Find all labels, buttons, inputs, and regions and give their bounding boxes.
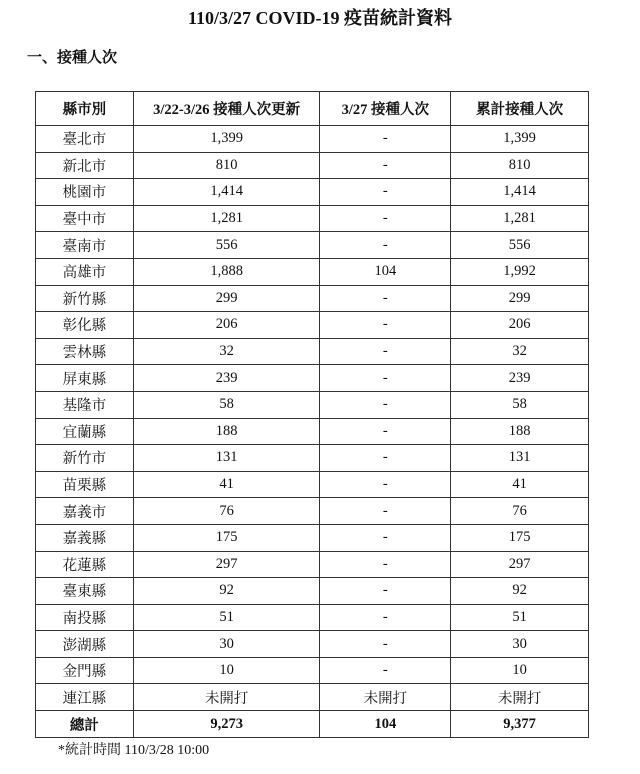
table-row — [36, 232, 589, 259]
cell-county: 臺中市 — [36, 205, 134, 232]
header-update: 3/22-3/26 接種人次更新 — [133, 92, 320, 126]
cell-today: - — [320, 205, 451, 232]
cell-county: 桃園市 — [36, 179, 134, 206]
cell-cumulative: 1,399 — [451, 126, 589, 153]
cell-today: - — [320, 338, 451, 365]
cell-cumulative: 10 — [451, 657, 589, 684]
document-title: 110/3/27 COVID-19 疫苗統計資料 — [187, 8, 452, 28]
cell-cumulative: 30 — [451, 631, 589, 658]
cell-today: - — [320, 126, 451, 153]
cell-county: 高雄市 — [36, 258, 134, 285]
table-row — [36, 498, 589, 525]
header-county: 縣市別 — [36, 92, 134, 126]
cell-cumulative: 239 — [451, 365, 589, 392]
cell-cumulative: 32 — [451, 338, 589, 365]
cell-today: - — [320, 471, 451, 498]
table-row — [36, 551, 589, 578]
vaccination-table — [35, 91, 589, 738]
cell-cumulative: 297 — [451, 551, 589, 578]
cell-update: 76 — [133, 498, 320, 525]
cell-update: 51 — [133, 604, 320, 631]
table-row — [36, 285, 589, 312]
cell-county: 臺東縣 — [36, 578, 134, 605]
cell-today: - — [320, 365, 451, 392]
table-row — [36, 418, 589, 445]
cell-cumulative: 1,992 — [451, 258, 589, 285]
cell-cumulative: 1,414 — [451, 179, 589, 206]
cell-county: 苗栗縣 — [36, 471, 134, 498]
cell-update: 未開打 — [133, 684, 320, 711]
cell-county: 花蓮縣 — [36, 551, 134, 578]
cell-cumulative: 76 — [451, 498, 589, 525]
cell-county: 雲林縣 — [36, 338, 134, 365]
cell-cumulative: 206 — [451, 312, 589, 339]
cell-update: 1,888 — [133, 258, 320, 285]
cell-update: 299 — [133, 285, 320, 312]
table-row — [36, 126, 589, 153]
cell-today: - — [320, 551, 451, 578]
table-row — [36, 152, 589, 179]
cell-cumulative: 299 — [451, 285, 589, 312]
cell-update: 188 — [133, 418, 320, 445]
cell-today: - — [320, 604, 451, 631]
table-row — [36, 338, 589, 365]
cell-county: 宜蘭縣 — [36, 418, 134, 445]
cell-update: 175 — [133, 524, 320, 551]
cell-county: 屏東縣 — [36, 365, 134, 392]
cell-today: - — [320, 152, 451, 179]
cell-today: - — [320, 285, 451, 312]
cell-update: 1,281 — [133, 205, 320, 232]
cell-today: - — [320, 418, 451, 445]
table-row — [36, 631, 589, 658]
cell-county: 臺北市 — [36, 126, 134, 153]
cell-today: - — [320, 445, 451, 472]
cell-update: 810 — [133, 152, 320, 179]
cell-county: 南投縣 — [36, 604, 134, 631]
cell-update: 1,399 — [133, 126, 320, 153]
table-row — [36, 365, 589, 392]
table-row — [36, 179, 589, 206]
cell-today: - — [320, 179, 451, 206]
section-heading: 一、接種人次 — [27, 50, 118, 66]
cell-cumulative: 188 — [451, 418, 589, 445]
cell-today: - — [320, 578, 451, 605]
cell-update: 1,414 — [133, 179, 320, 206]
header-cumulative: 累計接種人次 — [451, 92, 589, 126]
cell-update: 556 — [133, 232, 320, 259]
table-row — [36, 578, 589, 605]
cell-today: - — [320, 498, 451, 525]
cell-update: 239 — [133, 365, 320, 392]
cell-update: 10 — [133, 657, 320, 684]
cell-cumulative: 556 — [451, 232, 589, 259]
total-cumulative: 9,377 — [451, 711, 589, 738]
cell-today: - — [320, 657, 451, 684]
cell-update: 206 — [133, 312, 320, 339]
cell-county: 連江縣 — [36, 684, 134, 711]
cell-cumulative: 41 — [451, 471, 589, 498]
cell-update: 30 — [133, 631, 320, 658]
header-today: 3/27 接種人次 — [320, 92, 451, 126]
cell-county: 基隆市 — [36, 391, 134, 418]
cell-cumulative: 1,281 — [451, 205, 589, 232]
cell-county: 金門縣 — [36, 657, 134, 684]
total-today: 104 — [320, 711, 451, 738]
total-update: 9,273 — [133, 711, 320, 738]
total-county: 總計 — [36, 711, 134, 738]
table-row — [36, 205, 589, 232]
table-header-row — [36, 92, 589, 126]
cell-cumulative: 未開打 — [451, 684, 589, 711]
cell-today: 未開打 — [320, 684, 451, 711]
cell-update: 41 — [133, 471, 320, 498]
cell-cumulative: 51 — [451, 604, 589, 631]
cell-update: 297 — [133, 551, 320, 578]
table-row — [36, 657, 589, 684]
total-row — [36, 711, 589, 738]
cell-update: 131 — [133, 445, 320, 472]
cell-update: 32 — [133, 338, 320, 365]
cell-cumulative: 58 — [451, 391, 589, 418]
table-row — [36, 471, 589, 498]
cell-today: - — [320, 524, 451, 551]
cell-today: - — [320, 232, 451, 259]
cell-cumulative: 92 — [451, 578, 589, 605]
table-row — [36, 391, 589, 418]
cell-county: 臺南市 — [36, 232, 134, 259]
cell-cumulative: 810 — [451, 152, 589, 179]
cell-today: - — [320, 312, 451, 339]
table-row — [36, 604, 589, 631]
table-row — [36, 684, 589, 711]
cell-today: - — [320, 631, 451, 658]
cell-county: 彰化縣 — [36, 312, 134, 339]
cell-county: 嘉義縣 — [36, 524, 134, 551]
cell-today: - — [320, 391, 451, 418]
cell-county: 新竹市 — [36, 445, 134, 472]
cell-today: 104 — [320, 258, 451, 285]
cell-cumulative: 175 — [451, 524, 589, 551]
cell-county: 新竹縣 — [36, 285, 134, 312]
cell-cumulative: 131 — [451, 445, 589, 472]
table-row — [36, 312, 589, 339]
table-row — [36, 524, 589, 551]
cell-county: 澎湖縣 — [36, 631, 134, 658]
cell-update: 92 — [133, 578, 320, 605]
cell-update: 58 — [133, 391, 320, 418]
table-row — [36, 258, 589, 285]
cell-county: 新北市 — [36, 152, 134, 179]
cell-county: 嘉義市 — [36, 498, 134, 525]
table-row — [36, 445, 589, 472]
footnote: *統計時間 110/3/28 10:00 — [58, 743, 210, 758]
